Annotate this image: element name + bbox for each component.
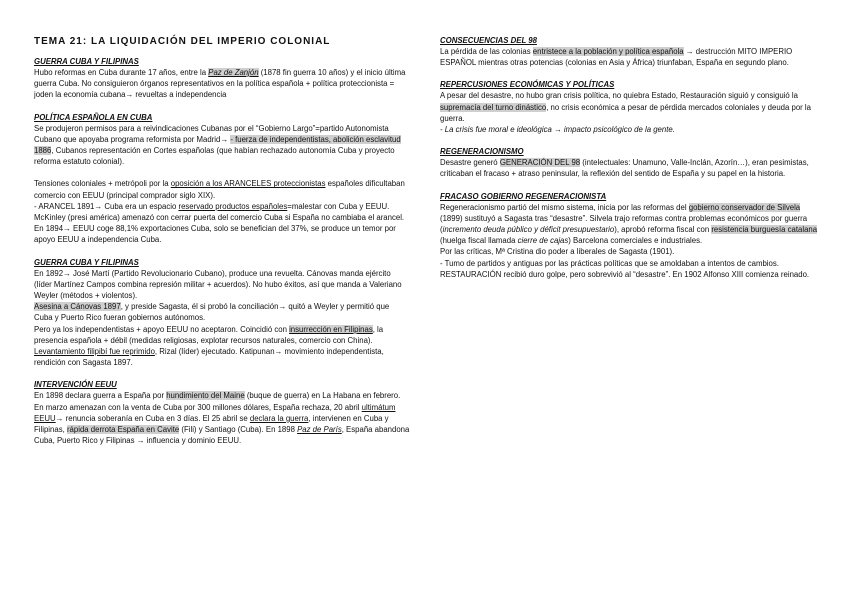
highlight-text: supremacía del turno dinástico [440, 102, 547, 112]
underlined-text: Paz de París [297, 425, 342, 435]
text: En 1898 declara guerra a España por [34, 391, 167, 401]
text: (1878 fin guerra 10 años) y el inicio última guerra Cuba. No consiguieron órganos representativos en la política española + política proteccionista = joden la economía cubana→ revueltas a independencia [34, 68, 406, 100]
section-politica-espanola-cuba [34, 113, 410, 246]
highlight-text: - fuerza de independentistas, abolición esclavitud 1886 [34, 134, 401, 156]
text: (huelga fiscal llamada [440, 236, 518, 246]
highlight-text: insurrección en Filipinas [289, 324, 373, 334]
text: , y preside Sagasta, él si probó la conciliación→ quitó a Weyler y permitió que Cuba y Puerto Rico fueran gobiernos autónomos. [34, 302, 390, 323]
text: (intelectuales: Unamuno, Valle-Inclán, Azorín…), eran pesimistas, criticaban el fracaso + atraso peninsular, la reflexión del sentido de España y su papel en la historia. [440, 158, 809, 179]
section-heading: GUERRA CUBA Y FILIPINAS [34, 257, 139, 267]
text: En 1892→ José Martí (Partido Revolucionario Cubano), produce una revuelta. Cánovas manda ejército (líder Martínez Campos combina represión militar + acuerdos). No hubo éxitos, así que manda a Valeriano Weyler (métodos + violentos). [34, 268, 402, 301]
document-title: TEMA 21: LA LIQUIDACIÓN DEL IMPERIO COLONIAL [34, 36, 331, 47]
left-column [34, 36, 410, 458]
underlined-text: Levantamiento filipibí fue reprimido [34, 347, 155, 357]
section-heading: INTERVENCIÓN EEUU [34, 380, 117, 390]
text: , la presencia española + débil (medidas religiosas, explotar recursos naturales, comercio con China). [34, 324, 384, 345]
text: Desastre generó [440, 158, 500, 168]
right-column [440, 36, 818, 292]
text: Regeneracionismo partió del mismo sistema, inicia por las reformas del [440, 202, 689, 212]
text: - ARANCEL 1891→ Cuba era un espacio [34, 201, 179, 211]
paragraph [34, 178, 410, 200]
italic-text: incremento deuda público y déficit presupuestario [442, 225, 615, 235]
paragraph [440, 202, 818, 247]
highlight-text: GENERACIÓN DEL 98 [499, 158, 581, 168]
text: españoles dificultaban comercio con EEUU (principal comprador siglo XIX). [34, 179, 405, 200]
text: ) Barcelona comerciales e industriales. [568, 236, 703, 246]
text: Pero ya los independentistas + apoyo EEUU no aceptaron. Coincidió con [34, 324, 290, 334]
text: , Rizal (líder) ejecutado. Katipunan→ movimiento independentista, rendición con Sagasta 1897. [34, 347, 384, 368]
section-repercusiones [440, 80, 818, 135]
underlined-text: oposición a los ARANCELES proteccionistas [170, 179, 326, 189]
section-heading: REGENERACIONISMO [440, 147, 524, 157]
section-consecuencias-98 [440, 36, 818, 68]
text: (buque de guerra) en La Habana en febrero. En marzo amenazan con la venta de Cuba por 300 millones dólares, España rechaza, 20 abril [34, 391, 401, 412]
text: , España abandona Cuba, Puerto Rico y Filipinas → influencia y dominio EEUU. [34, 425, 410, 446]
section-heading: CONSECUENCIAS DEL 98 [440, 36, 537, 45]
highlight-text: rápida derrota España en Cavite [66, 425, 180, 435]
section-guerra-cuba-filipinas-1 [34, 57, 410, 101]
section-heading: REPERCUSIONES ECONÓMICAS Y POLÍTICAS [440, 80, 615, 90]
section-heading: GUERRA CUBA Y FILIPINAS [34, 57, 139, 66]
paragraph [440, 269, 818, 280]
paragraph [440, 246, 818, 257]
text: → destrucción MITO IMPERIO ESPAÑOL mientras otras potencias (colonias en Asia y África) triunfaban, España en segundo plano. [440, 47, 793, 68]
paragraph [440, 258, 818, 269]
paragraph [34, 324, 410, 369]
highlight-text: hundimiento del Maine [166, 391, 245, 401]
text: La pérdida de las colonias [440, 47, 533, 56]
section-heading: FRACASO GOBIERNO REGENERACIONISTA [440, 191, 607, 201]
highlight-text: Paz de Zanjón [208, 68, 259, 77]
text: ), aprobó reforma fiscal con [614, 225, 712, 235]
text: - La crisis fue moral e ideológica → impacto psicológico de la gente. [440, 125, 675, 135]
highlight-text: Asesina a Cánovas 1897 [34, 302, 121, 312]
section-fracaso-gobierno [440, 192, 818, 280]
underlined-text: declara la guerra [249, 413, 309, 423]
text: , intervienen en Cuba y Filipinas, [34, 413, 389, 435]
text: (1899) sustituyó a Sagasta tras “desastre”. Silvela trajo reformas contra problemas económicos por guerra ( [440, 213, 808, 235]
section-heading: POLÍTICA ESPAÑOLA EN CUBA [34, 112, 153, 122]
paragraph [440, 90, 818, 124]
highlight-text: entristece a la población y política española [532, 47, 684, 56]
text: - Tumo de partidos y antiguas por las prácticas políticas que se amoldaban a intentos de cambios. [440, 258, 779, 268]
section-regeneracionismo [440, 147, 818, 179]
underlined-text: ultimátum EEUU [34, 402, 396, 423]
paragraph [34, 268, 410, 302]
text: =malestar con Cuba y EEUU. McKinley (presi américa) amenazó con cerrar puerta del comercio Cuba si España no cambiaba el arancel. En 1894→ EEUU coge 88,1% exportaciones Cuba, solo se benefician del 37%, se produce un temor por apoyo EEUU a independencia Cuba. [34, 201, 405, 245]
paragraph [34, 201, 410, 246]
paragraph [440, 157, 818, 179]
text: , no crisis económica a pesar de pérdida mercados coloniales y deuda por la guerra. [440, 102, 811, 123]
paragraph [440, 46, 818, 68]
highlight-text: gobierno conservador de Silvela [688, 202, 801, 212]
paragraph [34, 67, 410, 101]
text: Tensiones coloniales + metrópoli por la [34, 179, 171, 189]
highlight-text: resistencia burguesía catalana [711, 225, 818, 235]
section-guerra-cuba-filipinas-2 [34, 258, 410, 369]
text: , Cubanos representación en Cortes españolas (que habían rechazado autonomía Cuba y proyecto reforma estatuto colonial). [34, 146, 395, 167]
section-intervencion-eeuu [34, 380, 410, 446]
italic-text: cierre de cajas [517, 236, 569, 246]
text: (Fili) y Santiago (Cuba). En 1898 [179, 425, 298, 435]
text: → renuncia soberanía en Cuba en 3 días. El 25 abril se [55, 413, 250, 423]
text: Por las críticas, Mª Cristina dio poder a liberales de Sagasta (1901). [440, 247, 675, 257]
paragraph [34, 390, 410, 446]
text: A pesar del desastre, no hubo gran crisis política, no quiebra Estado, Restauración siguió y consiguió la [440, 91, 799, 101]
underlined-text: reservado productos españoles [178, 201, 288, 211]
paragraph [440, 124, 818, 135]
paragraph [34, 123, 410, 168]
text: RESTAURACIÓN recibió duro golpe, pero sobrevivió al “desastre”. En 1902 Alfonso XIII comienza reinado. [440, 269, 810, 279]
text: Hubo reformas en Cuba durante 17 años, entre la [34, 68, 209, 77]
paragraph [34, 301, 410, 323]
text: Se produjeron permisos para a reivindicaciones Cubanas por el “Gobierno Largo”=partido Autonomista Cubano que apoyaba programa reformista por Madrid→ [34, 123, 389, 144]
